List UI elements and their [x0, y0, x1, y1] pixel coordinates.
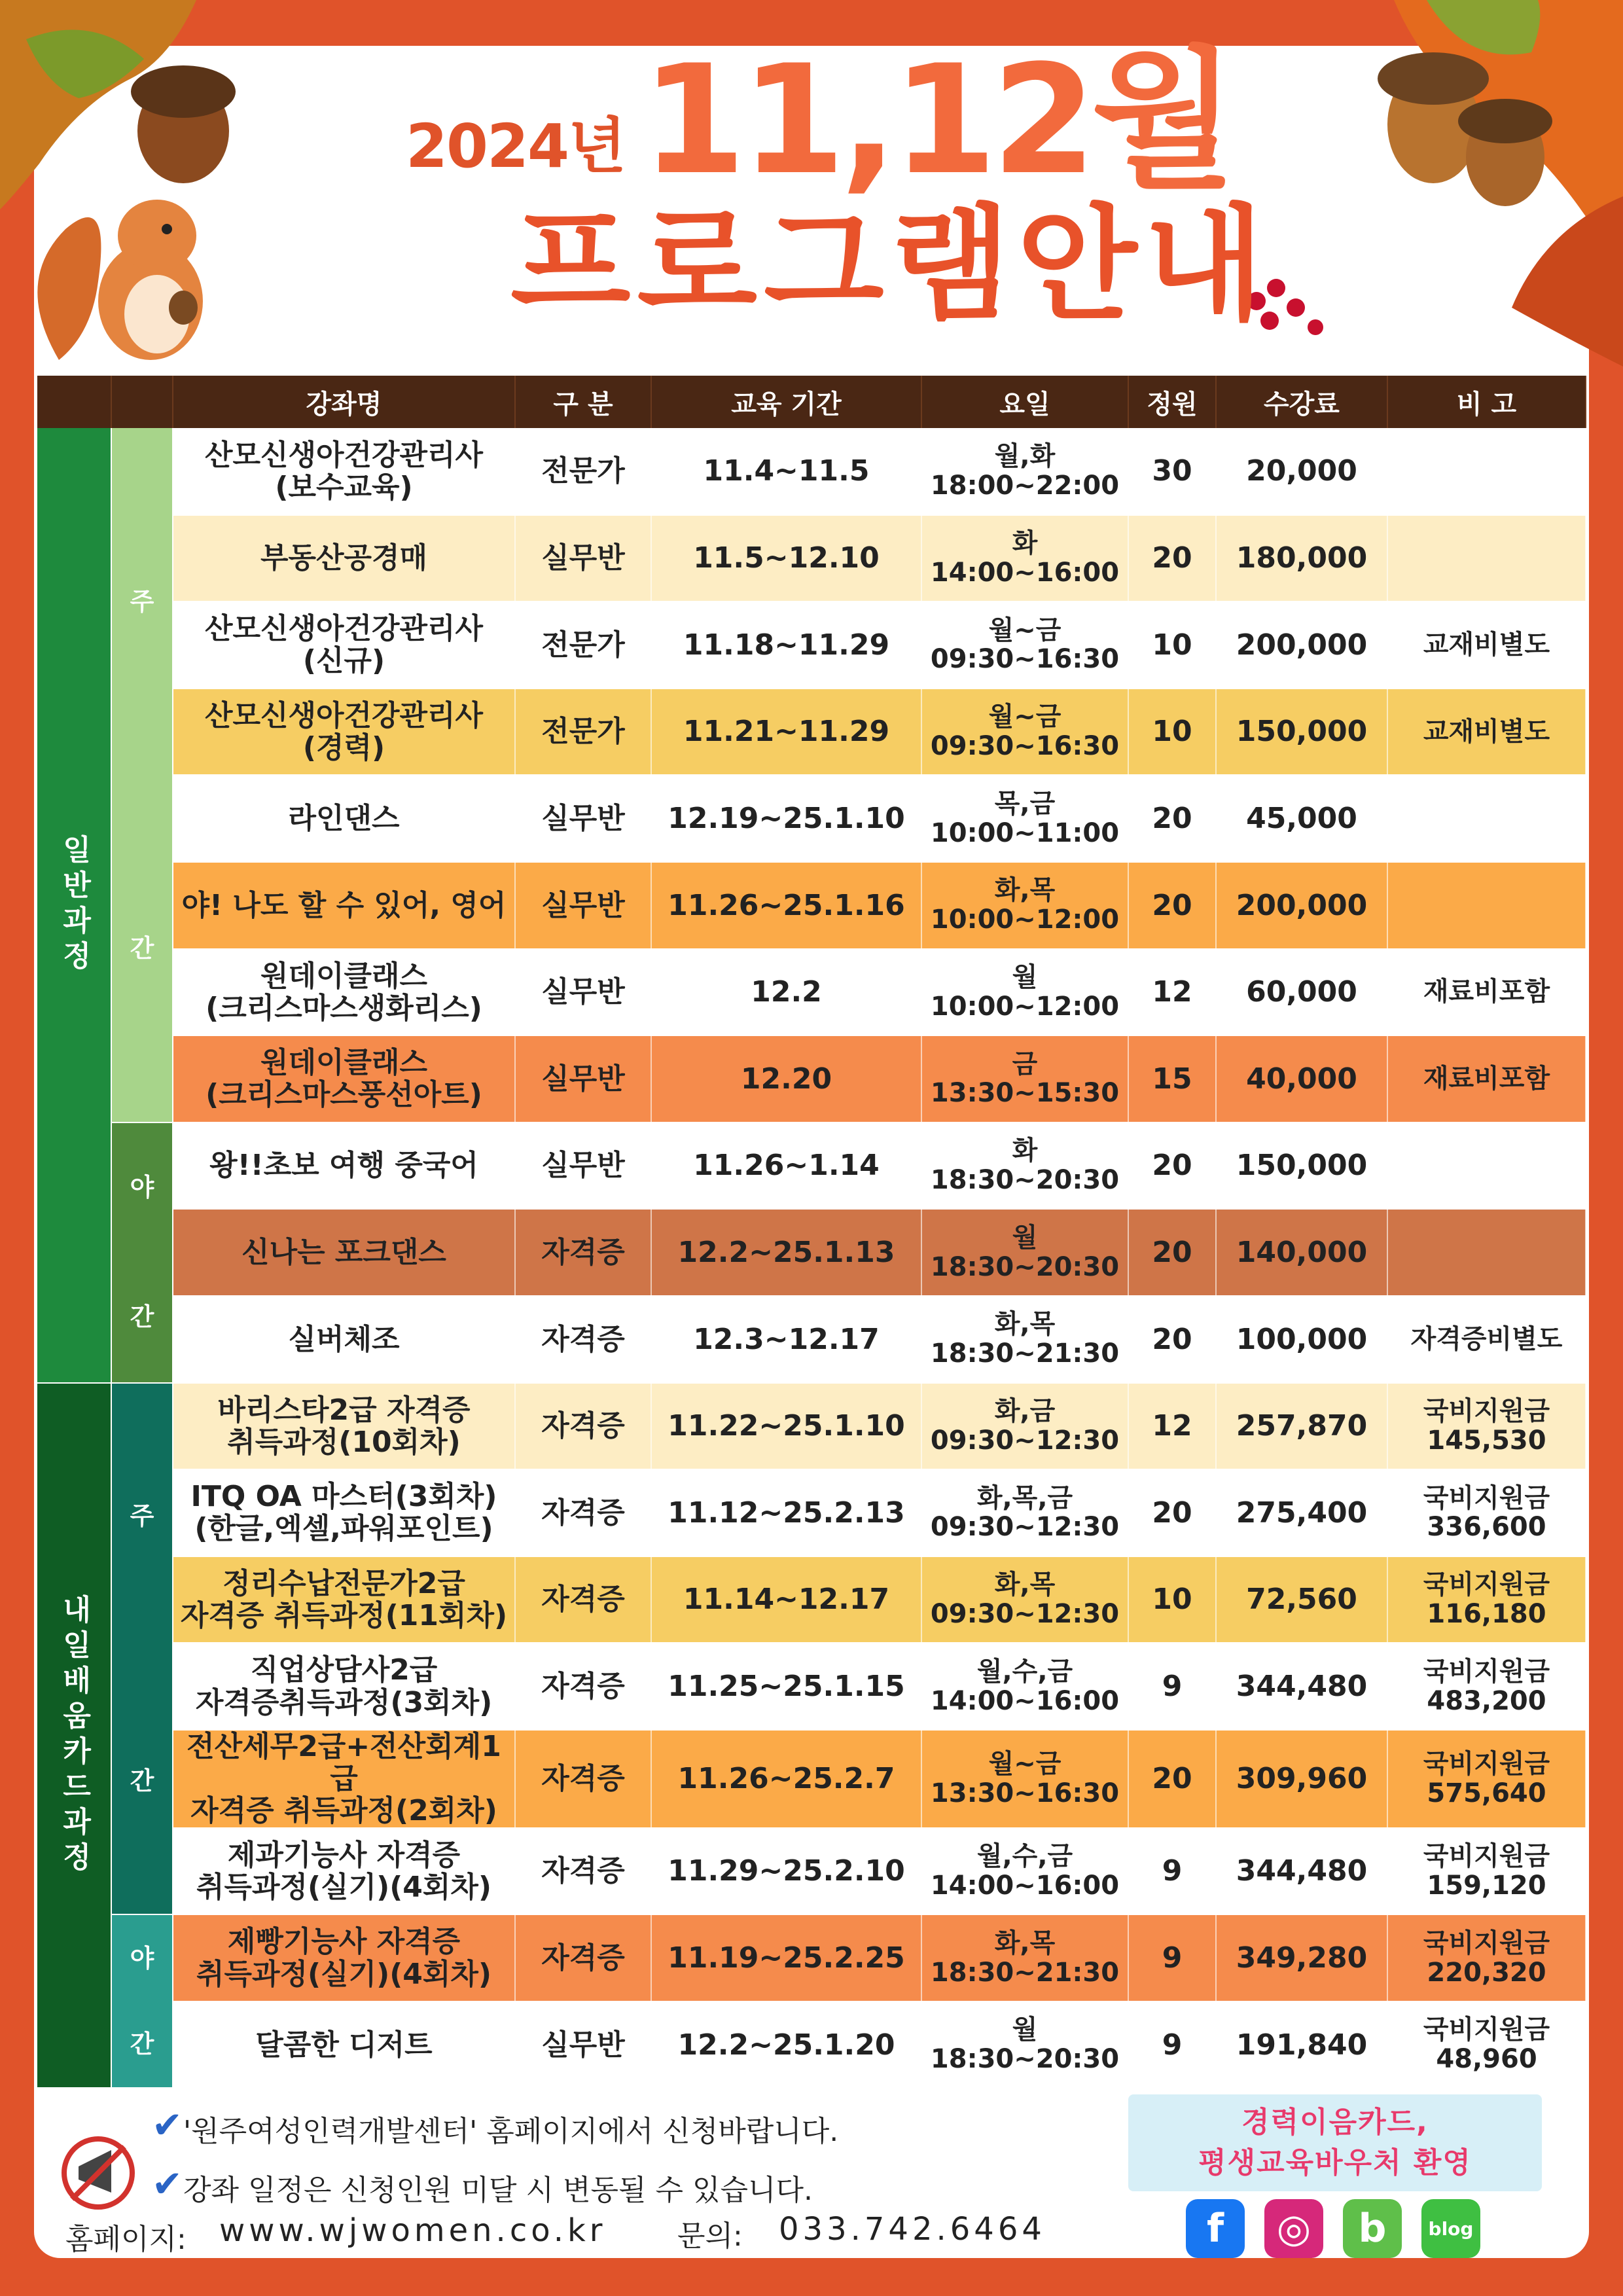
table-row [37, 1556, 1586, 1643]
badge-line-2: 평생교육바우처 환영 [1198, 2146, 1472, 2179]
blog-icon[interactable]: blog [1421, 2199, 1480, 2258]
course-note: 국비지원금 336,600 [1387, 1469, 1586, 1556]
course-period: 11.26~25.1.16 [651, 862, 921, 949]
course-fee: 200,000 [1216, 862, 1387, 949]
course-note: 국비지원금 575,640 [1387, 1730, 1586, 1828]
course-fee: 60,000 [1216, 949, 1387, 1036]
course-note: 국비지원금 220,320 [1387, 1914, 1586, 2001]
course-type: 실무반 [515, 949, 651, 1036]
subgroup-cell [111, 428, 173, 1122]
col-category [37, 376, 111, 428]
col-note: 비 고 [1387, 376, 1586, 428]
course-day: 화,금 09:30~12:30 [921, 1383, 1128, 1470]
header-title: 프로그램안내 [510, 192, 1271, 337]
table-row [37, 949, 1586, 1036]
col-subgroup [111, 376, 173, 428]
col-type: 구 분 [515, 376, 651, 428]
table-row [37, 1209, 1586, 1296]
facebook-icon[interactable]: f [1186, 2199, 1245, 2258]
course-capacity: 9 [1128, 1914, 1216, 2001]
course-type: 자격증 [515, 1296, 651, 1383]
megaphone-icon [59, 2127, 144, 2212]
subgroup-label: 간 [130, 2030, 154, 2059]
col-capacity: 정원 [1128, 376, 1216, 428]
course-name: 산모신생아건강관리사 (신규) [173, 601, 515, 689]
contact-number: 033.742.6464 [779, 2211, 1046, 2248]
course-fee: 40,000 [1216, 1035, 1387, 1122]
course-note: 국비지원금 116,180 [1387, 1556, 1586, 1643]
course-day: 화,목 18:30~21:30 [921, 1296, 1128, 1383]
course-capacity: 10 [1128, 689, 1216, 776]
course-fee: 257,870 [1216, 1383, 1387, 1470]
contact-label: 문의: [677, 2219, 743, 2253]
col-course-name: 강좌명 [173, 376, 515, 428]
course-day: 화,목 10:00~12:00 [921, 862, 1128, 949]
table-row [37, 2001, 1586, 2089]
course-name: 제빵기능사 자격증 취득과정(실기)(4회차) [173, 1914, 515, 2001]
course-type: 전문가 [515, 601, 651, 689]
course-capacity: 10 [1128, 1556, 1216, 1643]
course-capacity: 9 [1128, 2001, 1216, 2089]
course-name: 제과기능사 자격증 취득과정(실기)(4회차) [173, 1828, 515, 1915]
course-note [1387, 428, 1586, 515]
course-note: 재료비포함 [1387, 1035, 1586, 1122]
course-period: 11.5~12.10 [651, 515, 921, 602]
course-name: ITQ OA 마스터(3회차) (한글,엑셀,파워포인트) [173, 1469, 515, 1556]
course-type: 전문가 [515, 428, 651, 515]
course-period: 11.22~25.1.10 [651, 1383, 921, 1470]
course-capacity: 20 [1128, 1469, 1216, 1556]
course-capacity: 10 [1128, 601, 1216, 689]
course-note: 국비지원금 145,530 [1387, 1383, 1586, 1470]
course-name: 실버체조 [173, 1296, 515, 1383]
course-type: 자격증 [515, 1914, 651, 2001]
course-type: 자격증 [515, 1469, 651, 1556]
course-day: 월 18:30~20:30 [921, 2001, 1128, 2089]
table-row [37, 1469, 1586, 1556]
course-type: 자격증 [515, 1556, 651, 1643]
course-name: 산모신생아건강관리사 (보수교육) [173, 428, 515, 515]
subgroup-cell [111, 1122, 173, 1383]
table-row [37, 1296, 1586, 1383]
course-period: 12.20 [651, 1035, 921, 1122]
course-period: 11.25~25.1.15 [651, 1643, 921, 1730]
table-row [37, 1122, 1586, 1210]
course-note [1387, 775, 1586, 862]
table-header-row [37, 376, 1586, 428]
course-capacity: 20 [1128, 862, 1216, 949]
course-fee: 344,480 [1216, 1643, 1387, 1730]
course-fee: 150,000 [1216, 1122, 1387, 1210]
table-row [37, 775, 1586, 862]
course-capacity: 9 [1128, 1643, 1216, 1730]
course-name: 라인댄스 [173, 775, 515, 862]
table-row [37, 862, 1586, 949]
course-type: 실무반 [515, 1035, 651, 1122]
course-day: 월~금 09:30~16:30 [921, 601, 1128, 689]
course-type: 전문가 [515, 689, 651, 776]
course-type: 실무반 [515, 1122, 651, 1210]
course-period: 12.2~25.1.13 [651, 1209, 921, 1296]
course-period: 11.19~25.2.25 [651, 1914, 921, 2001]
table-row [37, 1730, 1586, 1828]
course-day: 화,목 18:30~21:30 [921, 1914, 1128, 2001]
course-note [1387, 515, 1586, 602]
course-capacity: 20 [1128, 775, 1216, 862]
course-fee: 349,280 [1216, 1914, 1387, 2001]
subgroup-label: 야 [130, 1173, 154, 1202]
course-day: 월 18:30~20:30 [921, 1209, 1128, 1296]
course-period: 11.18~11.29 [651, 601, 921, 689]
voucher-badge [1128, 2094, 1542, 2191]
course-type: 자격증 [515, 1828, 651, 1915]
header-months: 11,12월 [641, 33, 1232, 208]
course-type: 자격증 [515, 1383, 651, 1470]
instagram-icon[interactable]: ◎ [1264, 2199, 1323, 2258]
course-note [1387, 1209, 1586, 1296]
course-day: 월~금 09:30~16:30 [921, 689, 1128, 776]
course-period: 11.12~25.2.13 [651, 1469, 921, 1556]
course-period: 12.19~25.1.10 [651, 775, 921, 862]
table-row [37, 1914, 1586, 2001]
course-period: 12.3~12.17 [651, 1296, 921, 1383]
course-capacity: 20 [1128, 515, 1216, 602]
subgroup-label: 간 [130, 933, 154, 963]
course-name: 바리스타2급 자격증 취득과정(10회차) [173, 1383, 515, 1470]
table-row [37, 515, 1586, 602]
table-row [37, 689, 1586, 776]
squirrel-icon [26, 151, 223, 367]
course-fee: 100,000 [1216, 1296, 1387, 1383]
course-period: 11.26~25.2.7 [651, 1730, 921, 1828]
course-note [1387, 1122, 1586, 1210]
col-period: 교육 기간 [651, 376, 921, 428]
course-name: 야! 나도 할 수 있어, 영어 [173, 862, 515, 949]
footer-notice-2: 강좌 일정은 신청인원 미달 시 변동될 수 있습니다. [183, 2174, 813, 2207]
course-day: 월 10:00~12:00 [921, 949, 1128, 1036]
table-row [37, 1643, 1586, 1730]
course-period: 11.21~11.29 [651, 689, 921, 776]
course-fee: 344,480 [1216, 1828, 1387, 1915]
course-fee: 72,560 [1216, 1556, 1387, 1643]
course-name: 달콤한 디저트 [173, 2001, 515, 2089]
course-period: 11.14~12.17 [651, 1556, 921, 1643]
subgroup-label: 간 [130, 1767, 154, 1796]
course-type: 자격증 [515, 1643, 651, 1730]
subgroup-label: 간 [130, 1302, 154, 1332]
table-row [37, 1383, 1586, 1470]
course-note: 재료비포함 [1387, 949, 1586, 1036]
course-note: 국비지원금 48,960 [1387, 2001, 1586, 2089]
program-table [37, 376, 1586, 2089]
category-general: 일반과정 [37, 428, 111, 1383]
course-capacity: 12 [1128, 1383, 1216, 1470]
course-period: 11.4~11.5 [651, 428, 921, 515]
course-type: 실무반 [515, 862, 651, 949]
course-fee: 180,000 [1216, 515, 1387, 602]
table-row [37, 1828, 1586, 1915]
course-type: 자격증 [515, 1730, 651, 1828]
course-day: 화,목 09:30~12:30 [921, 1556, 1128, 1643]
course-capacity: 20 [1128, 1209, 1216, 1296]
course-fee: 309,960 [1216, 1730, 1387, 1828]
check-icon: ✔ [152, 2104, 183, 2147]
course-name: 부동산공경매 [173, 515, 515, 602]
table-row [37, 1035, 1586, 1122]
subgroup-label: 야 [130, 1943, 154, 1973]
course-fee: 150,000 [1216, 689, 1387, 776]
course-type: 실무반 [515, 515, 651, 602]
col-fee: 수강료 [1216, 376, 1387, 428]
course-name: 왕!!초보 여행 중국어 [173, 1122, 515, 1210]
course-period: 12.2~25.1.20 [651, 2001, 921, 2089]
course-note: 국비지원금 483,200 [1387, 1643, 1586, 1730]
course-capacity: 9 [1128, 1828, 1216, 1915]
course-capacity: 20 [1128, 1296, 1216, 1383]
course-day: 월,수,금 14:00~16:00 [921, 1828, 1128, 1915]
table-row [37, 428, 1586, 515]
course-day: 금 13:30~15:30 [921, 1035, 1128, 1122]
course-day: 월~금 13:30~16:30 [921, 1730, 1128, 1828]
course-note: 교재비별도 [1387, 689, 1586, 776]
subgroup-cell [111, 1914, 173, 2088]
course-day: 월,수,금 14:00~16:00 [921, 1643, 1128, 1730]
course-period: 11.26~1.14 [651, 1122, 921, 1210]
course-capacity: 30 [1128, 428, 1216, 515]
course-fee: 20,000 [1216, 428, 1387, 515]
course-note [1387, 862, 1586, 949]
course-capacity: 12 [1128, 949, 1216, 1036]
subgroup-label: 주 [130, 1501, 154, 1530]
course-day: 화 18:30~20:30 [921, 1122, 1128, 1210]
course-capacity: 15 [1128, 1035, 1216, 1122]
course-fee: 191,840 [1216, 2001, 1387, 2089]
course-name: 원데이클래스 (크리스마스생화리스) [173, 949, 515, 1036]
course-note: 교재비별도 [1387, 601, 1586, 689]
course-type: 자격증 [515, 1209, 651, 1296]
course-day: 화 14:00~16:00 [921, 515, 1128, 602]
header-year: 2024년 [406, 111, 625, 181]
check-icon: ✔ [152, 2163, 183, 2206]
course-name: 원데이클래스 (크리스마스풍선아트) [173, 1035, 515, 1122]
course-type: 실무반 [515, 2001, 651, 2089]
subgroup-label: 주 [130, 586, 154, 616]
footer-notice-1: '원주여성인력개발센터' 홈페이지에서 신청바랍니다. [183, 2115, 839, 2148]
col-day: 요일 [921, 376, 1128, 428]
course-day: 목,금 10:00~11:00 [921, 775, 1128, 862]
course-day: 화,목,금 09:30~12:30 [921, 1469, 1128, 1556]
subgroup-cell [111, 1383, 173, 1915]
course-name: 신나는 포크댄스 [173, 1209, 515, 1296]
course-capacity: 20 [1128, 1122, 1216, 1210]
homepage-url[interactable]: www.wjwomen.co.kr [219, 2212, 607, 2249]
course-note: 자격증비별도 [1387, 1296, 1586, 1383]
homepage-label: 홈페이지: [65, 2223, 187, 2256]
course-name: 산모신생아건강관리사 (경력) [173, 689, 515, 776]
badge-line-1: 경력이음카드, [1241, 2106, 1429, 2140]
course-name: 직업상담사2급 자격증취득과정(3회차) [173, 1643, 515, 1730]
category-card: 내일배움카드과정 [37, 1383, 111, 2089]
course-name: 전산세무2급+전산회계1급 자격증 취득과정(2회차) [173, 1730, 515, 1828]
course-fee: 45,000 [1216, 775, 1387, 862]
course-capacity: 20 [1128, 1730, 1216, 1828]
course-day: 월,화 18:00~22:00 [921, 428, 1128, 515]
course-fee: 140,000 [1216, 1209, 1387, 1296]
table-row [37, 601, 1586, 689]
course-type: 실무반 [515, 775, 651, 862]
band-icon[interactable]: b [1343, 2199, 1402, 2258]
course-fee: 200,000 [1216, 601, 1387, 689]
course-name: 정리수납전문가2급 자격증 취득과정(11회차) [173, 1556, 515, 1643]
course-period: 11.29~25.2.10 [651, 1828, 921, 1915]
course-period: 12.2 [651, 949, 921, 1036]
course-note: 국비지원금 159,120 [1387, 1828, 1586, 1915]
course-fee: 275,400 [1216, 1469, 1387, 1556]
